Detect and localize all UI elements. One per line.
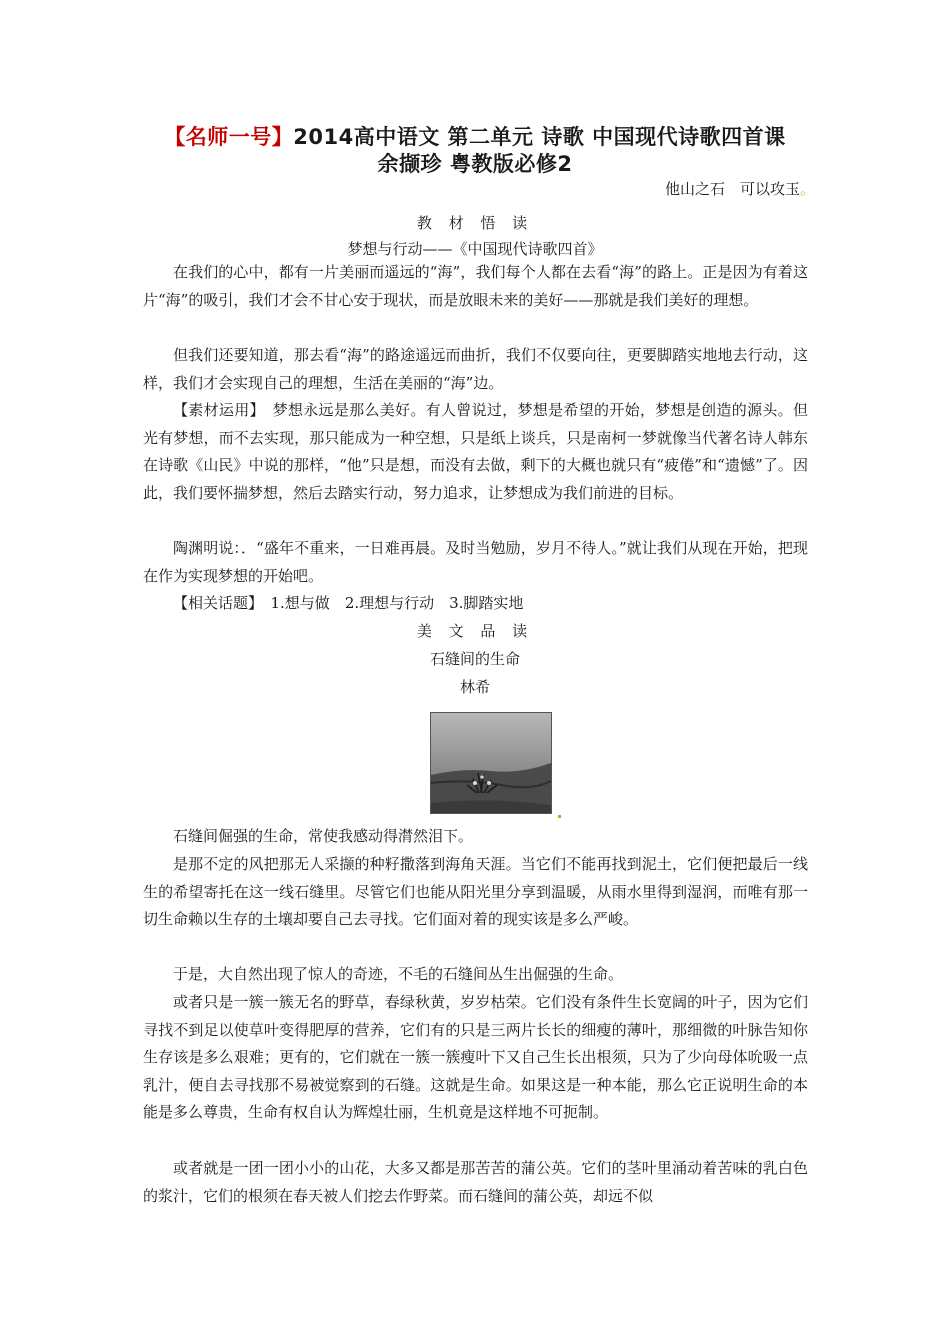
decorative-dot	[558, 815, 561, 818]
title-text: 2014高中语文 第二单元 诗歌 中国现代诗歌四首课	[293, 125, 786, 149]
document-title-line2: 余撷珍 粤教版必修2	[377, 152, 573, 176]
section-heading-article: 美 文 品 读	[416, 622, 534, 640]
section-subheading: 梦想与行动——《中国现代诗歌四首》	[347, 240, 603, 258]
paragraph-2: 但我们还要知道，那去看“海”的路途遥远而曲折，我们不仅要向往，更要脚踏实地地去行动，这样，我们才会实现自己的理想，生活在美丽的“海”边。	[143, 346, 808, 392]
document-title-line1	[0, 124, 950, 150]
article-paragraph-2: 是那不定的风把那无人采撷的种籽撒落到海角天涯。当它们不能再找到泥土，它们便把最后一线生的希望寄托在这一线石缝里。尽管它们也能从阳光里分享到温暖，从雨水里得到湿润，而唯有那一切生命赖以生存的土壤却要自己去寻找。它们面对着的现实该是多么严峻。	[143, 855, 808, 929]
article-paragraph-1: 石缝间倔强的生命，常使我感动得潸然泪下。	[173, 827, 474, 845]
article-paragraph-3: 于是，大自然出现了惊人的奇迹，不毛的石缝间丛生出倔强的生命。	[173, 965, 624, 983]
motto-dot: 。	[799, 180, 815, 198]
rock-plant-image	[431, 713, 551, 813]
article-paragraph-4: 或者只是一簇一簇无名的野草，春绿秋黄，岁岁枯荣。它们没有条件生长宽阔的叶子，因为它们寻找不到足以使草叶变得肥厚的营养，它们有的只是三两片长长的细瘦的薄叶，那细微的叶脉告知你生存该是多么艰难；更有的，它们就在一簇一簇瘦叶下又自己生长出根须，只为了少向母体吮吸一点乳汁，便自去寻找那不易被觉察到的石缝。这就是生命。如果这是一种本能，那么它正说明生命的本能是多么尊贵，生命有权自认为辉煌壮丽，生机竟是这样地不可扼制。	[143, 993, 808, 1122]
paragraph-1: 在我们的心中，都有一片美丽而遥远的“海”，我们每个人都在去看“海”的路上。正是因为有着这片“海”的吸引，我们才会不甘心安于现状，而是放眼未来的美好——那就是我们美好的理想。	[143, 263, 808, 309]
paragraph-related-topics: 【相关话题】 1.想与做 2.理想与行动 3.脚踏实地	[173, 594, 524, 612]
motto	[665, 178, 815, 199]
article-photo	[430, 712, 552, 814]
paragraph-tao-yuanming: 陶渊明说：．“盛年不重来，一日难再晨。及时当勉励，岁月不待人。”就让我们从现在开始，把现在作为实现梦想的开始吧。	[143, 539, 808, 585]
section-heading-textbook: 教 材 悟 读	[416, 214, 534, 232]
article-title: 石缝间的生命	[429, 650, 520, 668]
article-author: 林希	[459, 678, 490, 696]
title-highlight: 【名师一号】	[164, 125, 294, 149]
paragraph-material-use: 【素材运用】 梦想永远是那么美好。有人曾说过，梦想是希望的开始，梦想是创造的源头。但光有梦想，而不去实现，那只能成为一种空想，只是纸上谈兵，只是南柯一梦就像当代著名诗人韩东在诗歌《山民》中说的那样，“他”只是想，而没有去做，剩下的大概也就只有“疲倦”和“遗憾”了。因此，我们要怀揣梦想，然后去踏实行动，努力追求，让梦想成为我们前进的目标。	[143, 401, 808, 502]
motto-text: 他山之石 可以攻玉	[664, 180, 800, 198]
article-paragraph-5: 或者就是一团一团小小的山花，大多又都是那苦苦的蒲公英。它们的茎叶里涌动着苦味的乳白色的浆汁，它们的根须在春天被人们挖去作野菜。而石缝间的蒲公英，却远不似	[143, 1159, 808, 1205]
